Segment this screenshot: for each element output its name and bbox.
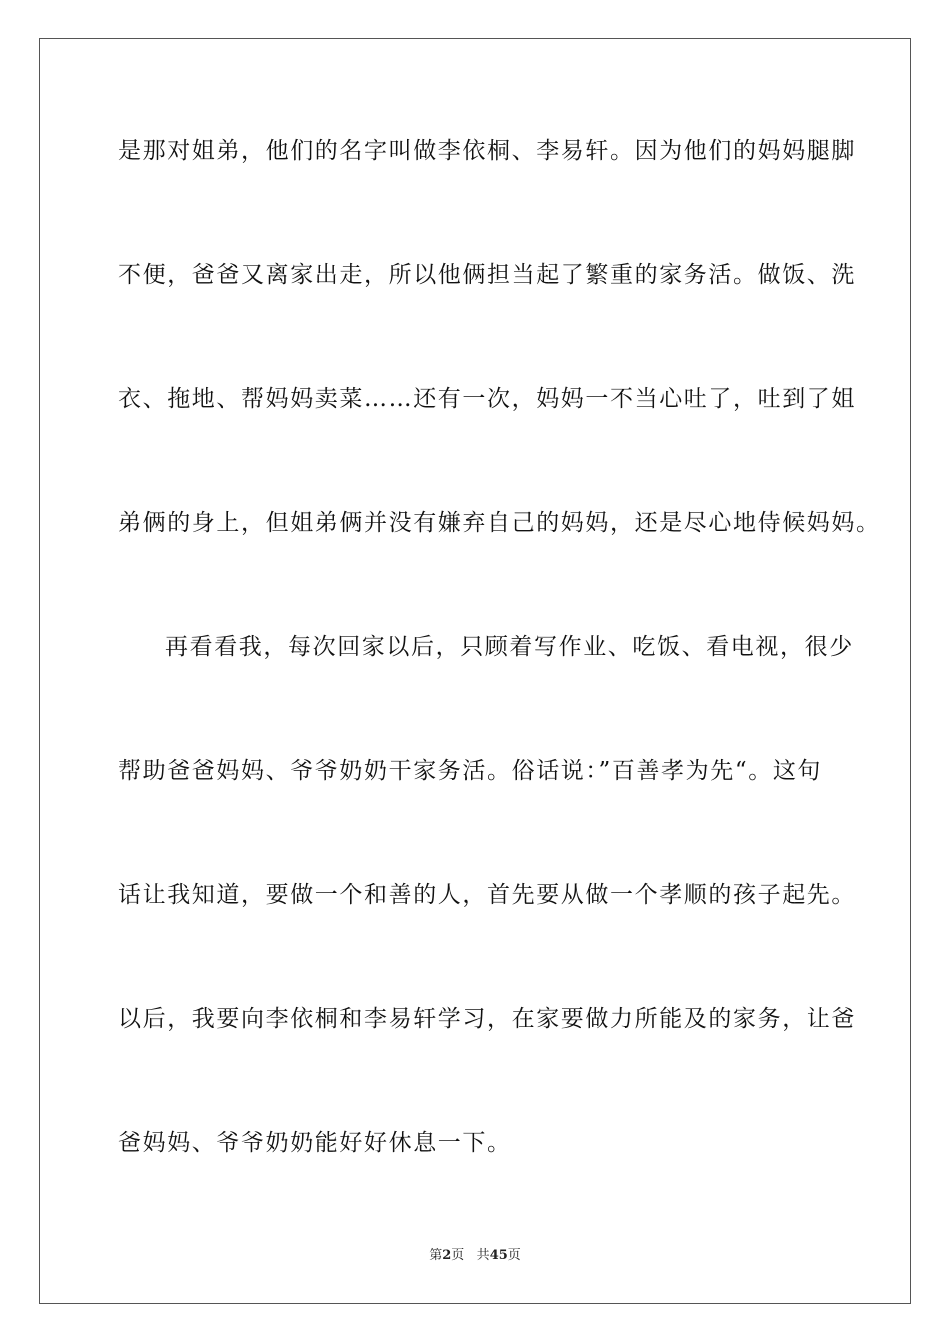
footer-page-number: 2 (442, 1248, 452, 1263)
body-line-8: 以后，我要向李依桐和李易轩学习，在家要做力所能及的家务，让爸 (118, 1006, 856, 1032)
footer-total-suffix: 页 (507, 1248, 521, 1263)
footer-total-pages: 45 (489, 1248, 508, 1263)
body-line-1: 是那对姐弟，他们的名字叫做李依桐、李易轩。因为他们的妈妈腿脚 (118, 138, 856, 164)
body-line-9: 爸妈妈、爷爷奶奶能好好休息一下。 (118, 1130, 512, 1156)
page-footer (0, 1247, 950, 1265)
footer-page-prefix: 第 (429, 1248, 443, 1263)
body-line-4: 弟俩的身上，但姐弟俩并没有嫌弃自己的妈妈，还是尽心地侍候妈妈。 (118, 510, 881, 536)
footer-page-suffix: 页 (451, 1248, 465, 1263)
body-line-7: 话让我知道，要做一个和善的人，首先要从做一个孝顺的孩子起先。 (118, 882, 856, 908)
page-border (39, 38, 911, 1304)
body-line-2: 不便，爸爸又离家出走，所以他俩担当起了繁重的家务活。做饭、洗 (118, 262, 856, 288)
body-line-3: 衣、拖地、帮妈妈卖菜……还有一次，妈妈一不当心吐了，吐到了姐 (118, 386, 856, 412)
body-line-6: 帮助爸爸妈妈、爷爷奶奶干家务活。俗话说：”百善孝为先“。这句 (118, 758, 823, 784)
footer-total-prefix: 共 (476, 1248, 490, 1263)
body-line-5: 再看看我，每次回家以后，只顾着写作业、吃饭、看电视，很少 (165, 634, 854, 660)
